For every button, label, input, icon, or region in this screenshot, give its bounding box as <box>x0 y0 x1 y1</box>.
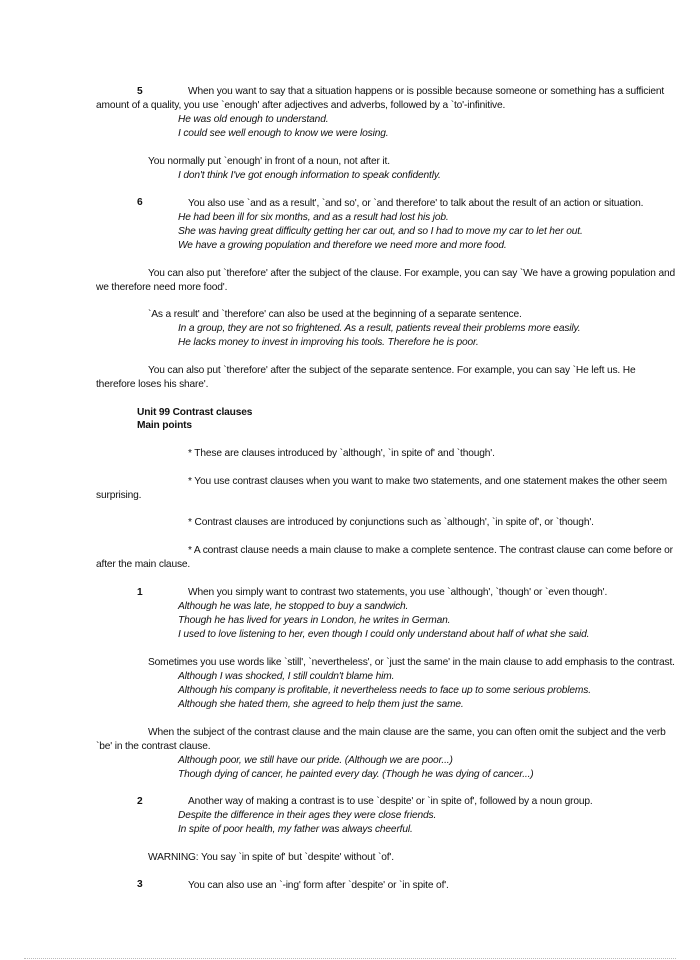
main-point: * You use contrast clauses when you want to make two statements, and one statement makes the other seem <box>188 476 667 487</box>
section-number-5: 5 <box>137 86 143 97</box>
paragraph-line: When you simply want to contrast two statements, you use `although', `though' or `even though'. <box>188 587 608 598</box>
warning-note: WARNING: You say `in spite of' but `despite' without `of'. <box>148 852 394 863</box>
example-sentence: Although his company is profitable, it nevertheless needs to face up to some serious problems. <box>178 685 591 696</box>
example-sentence: I don't think I've got enough information to speak confidently. <box>178 170 441 181</box>
main-point: * Contrast clauses are introduced by conjunctions such as `although', `in spite of', or `though'. <box>188 517 594 528</box>
paragraph-line: we therefore need more food'. <box>96 282 228 293</box>
main-point: after the main clause. <box>96 559 191 570</box>
example-sentence: Although he was late, he stopped to buy a sandwich. <box>178 601 409 612</box>
paragraph-line: therefore loses his share'. <box>96 379 209 390</box>
example-sentence: He lacks money to invest in improving his tools. Therefore he is poor. <box>178 337 479 348</box>
example-sentence: I could see well enough to know we were losing. <box>178 128 389 139</box>
paragraph-line: Another way of making a contrast is to use `despite' or `in spite of', followed by a noun group. <box>188 796 593 807</box>
example-sentence: Although she hated them, she agreed to help them just the same. <box>178 699 464 710</box>
paragraph-line: `be' in the contrast clause. <box>96 741 211 752</box>
paragraph-line: Sometimes you use words like `still', `nevertheless', or `just the same' in the main clause to add emphasis to the contrast. <box>148 657 675 668</box>
example-sentence: He was old enough to understand. <box>178 114 329 125</box>
example-sentence: In a group, they are not so frightened. As a result, patients reveal their problems more easily. <box>178 323 581 334</box>
main-point: surprising. <box>96 490 142 501</box>
example-sentence: We have a growing population and therefore we need more and more food. <box>178 240 507 251</box>
paragraph-line: When the subject of the contrast clause and the main clause are the same, you can often omit the subject and the verb <box>148 727 666 738</box>
paragraph-line: You can also put `therefore' after the subject of the clause. For example, you can say `We have a growing population and <box>148 268 676 279</box>
main-point: * These are clauses introduced by `although', `in spite of' and `though'. <box>188 448 495 459</box>
paragraph-line: `As a result' and `therefore' can also be used at the beginning of a separate sentence. <box>148 309 522 320</box>
paragraph-line: You normally put `enough' in front of a noun, not after it. <box>148 156 390 167</box>
section-number-6: 6 <box>137 197 143 208</box>
page-bottom-divider <box>24 958 676 959</box>
paragraph-line: You can also put `therefore' after the subject of the separate sentence. For example, you can say `He left us. He <box>148 365 636 376</box>
paragraph-line: When you want to say that a situation happens or is possible because someone or something has a sufficient <box>188 86 665 97</box>
example-sentence: Though he has lived for years in London, he writes in German. <box>178 615 451 626</box>
example-sentence: Despite the difference in their ages they were close friends. <box>178 810 437 821</box>
example-sentence: He had been ill for six months, and as a result had lost his job. <box>178 212 449 223</box>
example-sentence: I used to love listening to her, even though I could only understand about half of what she said. <box>178 629 590 640</box>
unit-title: Unit 99 Contrast clauses <box>137 407 253 418</box>
example-sentence: She was having great difficulty getting her car out, and so I had to move my car to let her out. <box>178 226 583 237</box>
main-point: * A contrast clause needs a main clause to make a complete sentence. The contrast clause can come before or <box>188 545 673 556</box>
paragraph-line: You can also use an `-ing' form after `despite' or `in spite of'. <box>188 880 449 891</box>
section-number-3: 3 <box>137 879 143 890</box>
section-number-1: 1 <box>137 587 143 598</box>
example-sentence: Although poor, we still have our pride. (Although we are poor...) <box>178 755 453 766</box>
example-sentence: Although I was shocked, I still couldn't blame him. <box>178 671 395 682</box>
paragraph-line: amount of a quality, you use `enough' after adjectives and adverbs, followed by a `to'-infinitive. <box>96 100 506 111</box>
example-sentence: In spite of poor health, my father was always cheerful. <box>178 824 413 835</box>
example-sentence: Though dying of cancer, he painted every day. (Though he was dying of cancer...) <box>178 769 534 780</box>
section-number-2: 2 <box>137 796 143 807</box>
paragraph-line: You also use `and as a result', `and so', or `and therefore' to talk about the result of an action or situation. <box>188 198 644 209</box>
unit-subtitle: Main points <box>137 420 192 431</box>
